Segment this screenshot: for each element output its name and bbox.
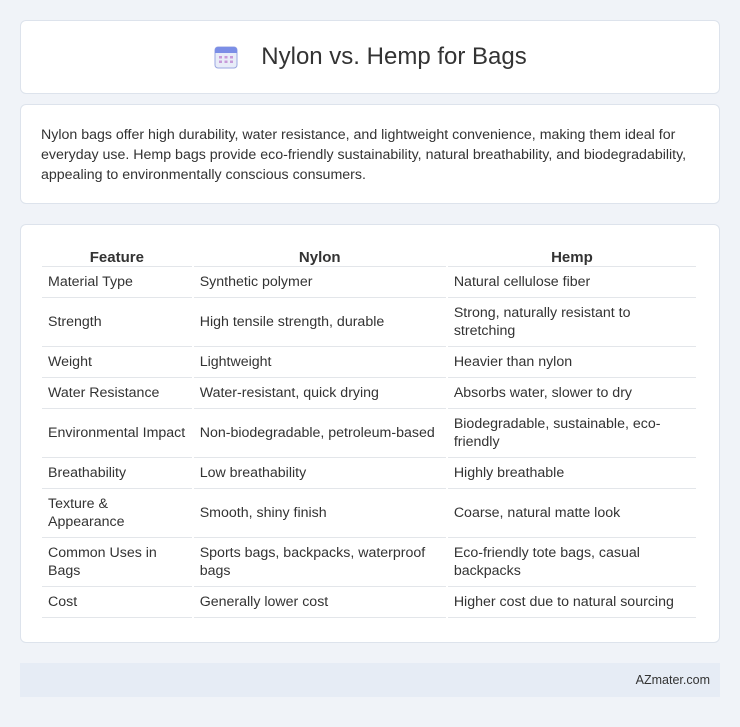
title-card <box>20 20 720 94</box>
footer <box>20 663 720 697</box>
table-row <box>42 378 696 409</box>
table-header-row <box>42 245 696 267</box>
comparison-table <box>40 245 698 618</box>
feature-cell: Breathability <box>42 458 192 489</box>
table-row <box>42 489 696 538</box>
nylon-cell: Non-biodegradable, petroleum-based <box>194 409 446 458</box>
nylon-cell: High tensile strength, durable <box>194 298 446 347</box>
feature-cell: Environmental Impact <box>42 409 192 458</box>
table-row <box>42 347 696 378</box>
hemp-cell: Highly breathable <box>448 458 696 489</box>
hemp-cell: Strong, naturally resistant to stretching <box>448 298 696 347</box>
feature-cell: Weight <box>42 347 192 378</box>
hemp-cell: Eco-friendly tote bags, casual backpacks <box>448 538 696 587</box>
table-row <box>42 538 696 587</box>
feature-cell: Material Type <box>42 267 192 298</box>
nylon-cell: Lightweight <box>194 347 446 378</box>
nylon-cell: Sports bags, backpacks, waterproof bags <box>194 538 446 587</box>
nylon-cell: Generally lower cost <box>194 587 446 618</box>
nylon-cell: Low breathability <box>194 458 446 489</box>
table-row <box>42 587 696 618</box>
summary-card <box>20 104 720 204</box>
nylon-cell: Water-resistant, quick drying <box>194 378 446 409</box>
page-title: Nylon vs. Hemp for Bags <box>261 43 527 70</box>
hemp-cell: Absorbs water, slower to dry <box>448 378 696 409</box>
table-row <box>42 409 696 458</box>
feature-cell: Strength <box>42 298 192 347</box>
nylon-cell: Synthetic polymer <box>194 267 446 298</box>
feature-cell: Common Uses in Bags <box>42 538 192 587</box>
feature-cell: Texture & Appearance <box>42 489 192 538</box>
column-header-hemp: Hemp <box>448 245 696 267</box>
column-header-feature: Feature <box>42 245 192 267</box>
hemp-cell: Higher cost due to natural sourcing <box>448 587 696 618</box>
summary-text: Nylon bags offer high durability, water resistance, and lightweight convenience, making them ideal for everyday use. Hemp bags provide eco-friendly sustainability, natural breathability, and biodegradability, appealing to environmentally conscious consumers. <box>41 127 687 183</box>
comparison-card <box>20 224 720 643</box>
table-row <box>42 458 696 489</box>
footer-brand: AZmater.com <box>635 673 710 687</box>
feature-cell: Cost <box>42 587 192 618</box>
table-row <box>42 267 696 298</box>
table-row <box>42 298 696 347</box>
nylon-cell: Smooth, shiny finish <box>194 489 446 538</box>
feature-cell: Water Resistance <box>42 378 192 409</box>
hemp-cell: Heavier than nylon <box>448 347 696 378</box>
hemp-cell: Biodegradable, sustainable, eco-friendly <box>448 409 696 458</box>
calendar-icon <box>213 44 239 70</box>
hemp-cell: Natural cellulose fiber <box>448 267 696 298</box>
hemp-cell: Coarse, natural matte look <box>448 489 696 538</box>
column-header-nylon: Nylon <box>194 245 446 267</box>
